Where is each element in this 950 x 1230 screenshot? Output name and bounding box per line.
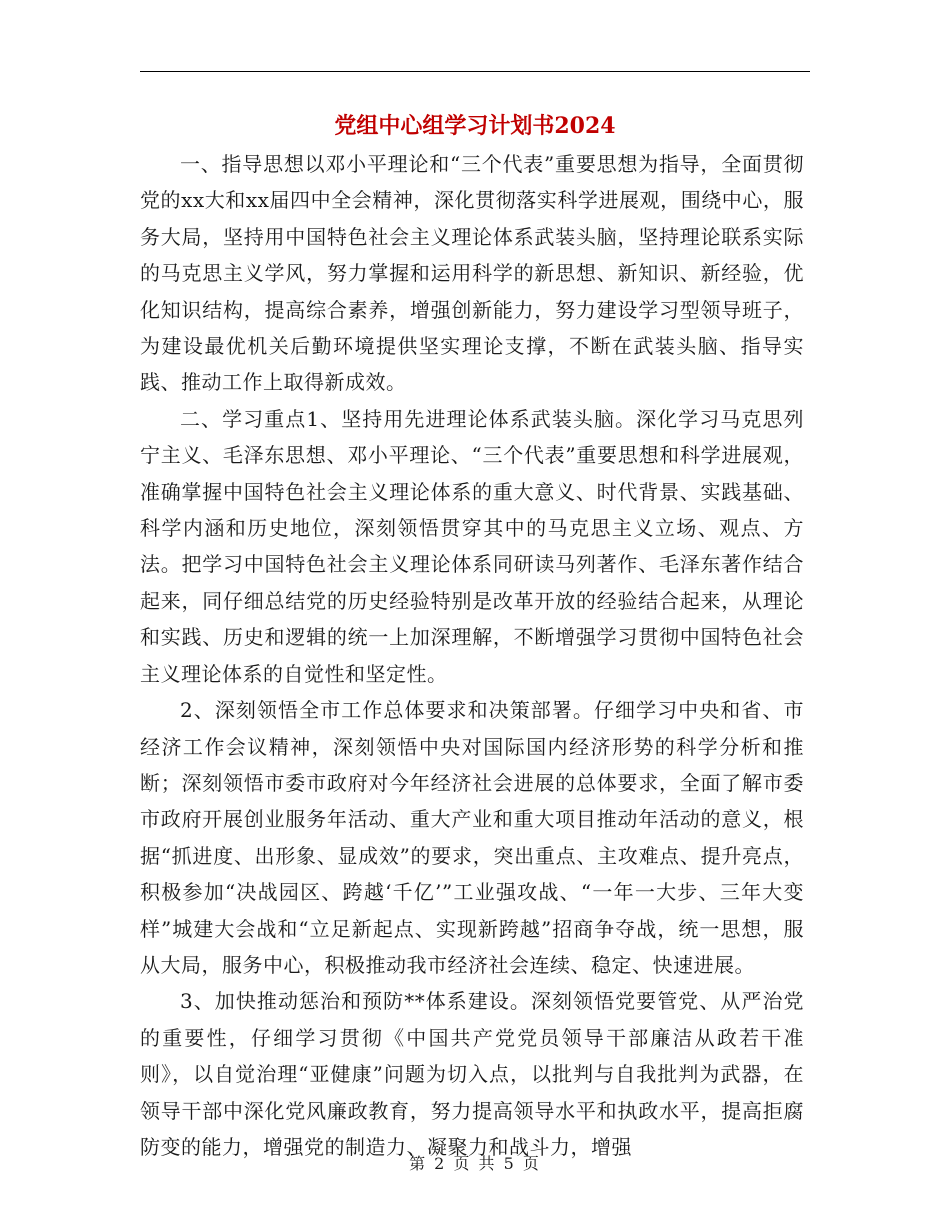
page-number: 第 2 页 共 5 页 <box>409 1154 541 1173</box>
paragraph-study-focus-2: 2、深刻领悟全市工作总体要求和决策部署。仔细学习中央和省、市经济工作会议精神，深刻领悟中央对国际国内经济形势的科学分析和推断；深刻领悟市委市政府对今年经济社会进展的总体要求，全面了解市委市政府开展创业服务年活动、重大产业和重大项目推动年活动的意义，根据“抓进度、出形象、显成效”的要求，突出重点、主攻难点、提升亮点，积极参加“决战园区、跨越‘千亿’”工业强攻战、“一年一大步、三年大变样”城建大会战和“立足新起点、实现新跨越”招商争夺战，统一思想，服从大局，服务中心，积极推动我市经济社会连续、稳定、快速进展。 <box>140 698 804 977</box>
document-title: 党组中心组学习计划书2024 <box>334 113 616 139</box>
paragraph-guiding-ideology: 一、指导思想以邓小平理论和“三个代表”重要思想为指导，全面贯彻党的xx大和xx届四中全会精神，深化贯彻落实科学进展观，围绕中心，服务大局，坚持用中国特色社会主义理论体系武装头脑，坚持理论联系实际的马克思主义学风，努力掌握和运用科学的新思想、新知识、新经验，优化知识结构，提高综合素养，增强创新能力，努力建设学习型领导班子，为建设最优机关后勤环境提供坚实理论支撑，不断在武装头脑、指导实践、推动工作上取得新成效。 <box>140 152 804 395</box>
document-body <box>140 146 804 1165</box>
header-rule <box>140 71 810 72</box>
paragraph-study-focus-1: 二、学习重点1、坚持用先进理论体系武装头脑。深化学习马克思列宁主义、毛泽东思想、邓小平理论、“三个代表”重要思想和科学进展观，准确掌握中国特色社会主义理论体系的重大意义、时代背景、实践基础、科学内涵和历史地位，深刻领悟贯穿其中的马克思主义立场、观点、方法。把学习中国特色社会主义理论体系同研读马列著作、毛泽东著作结合起来，同仔细总结党的历史经验特别是改革开放的经验结合起来，从理论和实践、历史和逻辑的统一上加深理解，不断增强学习贯彻中国特色社会主义理论体系的自觉性和坚定性。 <box>140 406 804 686</box>
paragraph-study-focus-3: 3、加快推动惩治和预防**体系建设。深刻领悟党要管党、从严治党的重要性，仔细学习贯彻《中国共产党党员领导干部廉洁从政若干准则》，以自觉治理“亚健康”问题为切入点，以批判与自我批判为武器，在领导干部中深化党风廉政教育，努力提高领导水平和执政水平，提高拒腐防变的能力，增强党的制造力、凝聚力和战斗力，增强 <box>140 989 804 1159</box>
